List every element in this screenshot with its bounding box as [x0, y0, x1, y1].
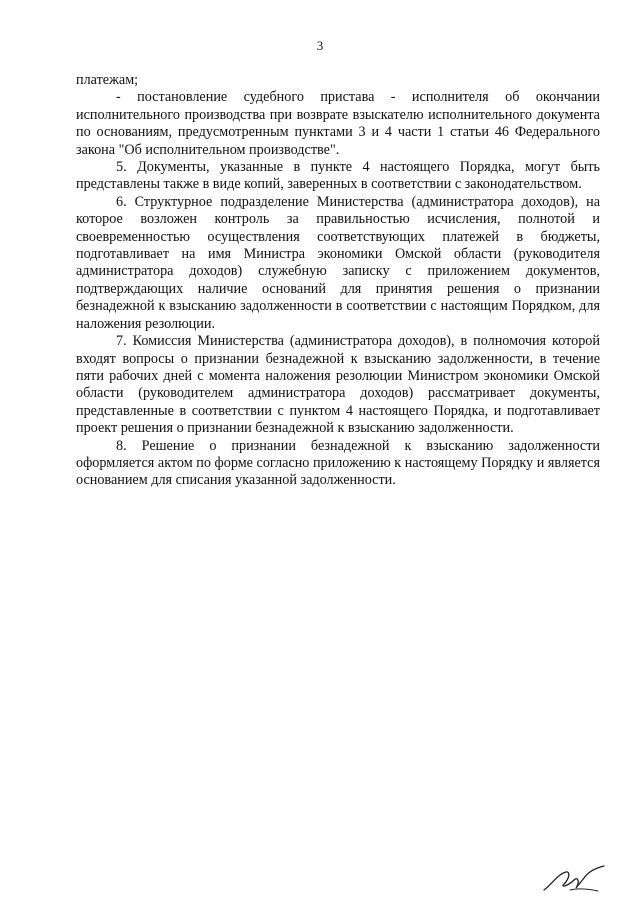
paragraph-bailiff-resolution: - постановление судебного пристава - исполнителя об окончании исполнительного производства при возврате взыскателю исполнительного документа по основаниям, предусмотренным пунктами 3 и 4 части 1 статьи 46 Федерального закона "Об исполнительном производстве". [76, 89, 600, 158]
paragraph-continuation: платежам; [76, 72, 139, 88]
paragraph-8: 8. Решение о признании безнадежной к взысканию задолженности оформляется актом по форме согласно приложению к настоящему Порядку и является основанием для списания указанной задолженности. [76, 437, 600, 489]
page-number: 3 [316, 38, 324, 53]
paragraph-5: 5. Документы, указанные в пункте 4 настоящего Порядка, могут быть представлены также в виде копий, заверенных в соответствии с законодательством. [76, 159, 600, 193]
paragraph-6: 6. Структурное подразделение Министерства (администратора доходов), на которое возложен контроль за правильностью исчисления, полнотой и своевременностью осуществления соответствующих платежей в бюджеты, подготавливает на имя Министра экономики Омской области (руководителя администратора доходов) служебную записку с приложением документов, подтверждающих наличие оснований для принятия решения о признании безнадежной к взысканию задолженности в соответствии с настоящим Порядком, для наложения резолюции. [76, 193, 600, 332]
document-body [76, 72, 600, 490]
paragraph-7: 7. Комиссия Министерства (администратора доходов), в полномочия которой входят вопросы о признании безнадежной к взысканию задолженности, в течение пяти рабочих дней с момента наложения резолюции Министром экономики Омской области (руководителем администратора доходов) рассматривает документы, представленные в соответствии с пунктом 4 настоящего Порядка, и подготавливает проект решения о признании безнадежной к взысканию задолженности. [76, 333, 600, 437]
handwritten-signature [540, 860, 610, 896]
